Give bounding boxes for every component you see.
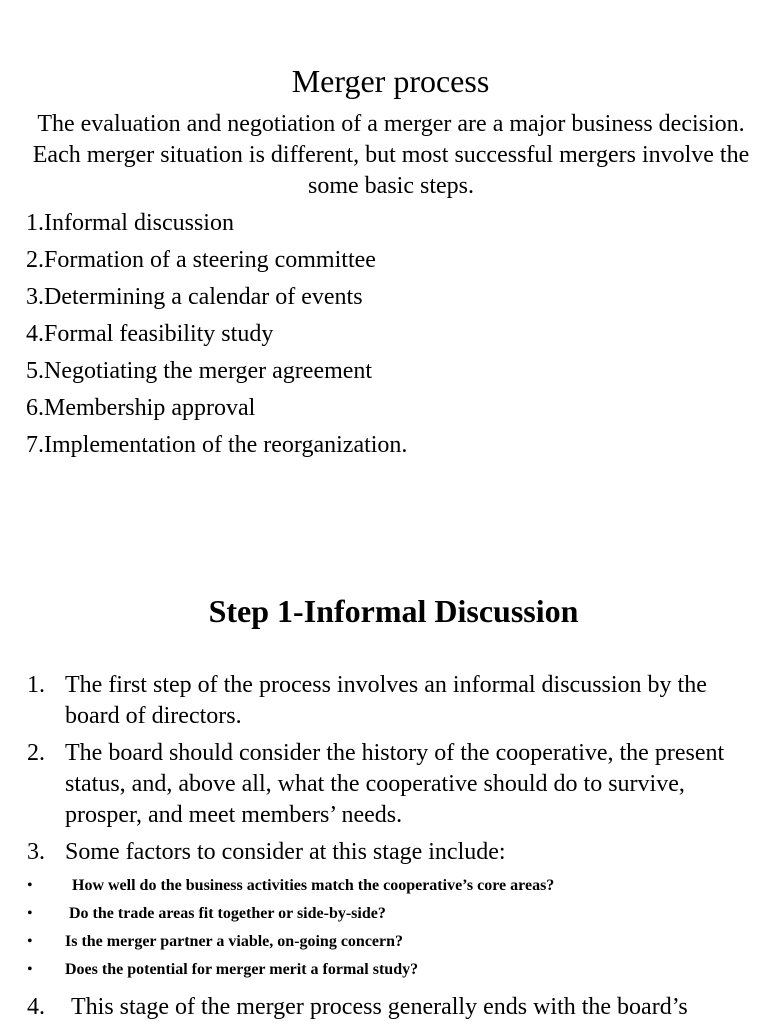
factor-bullet bbox=[0, 900, 768, 928]
point-text: This stage of the merger process generally ends with the board’s bbox=[71, 994, 688, 1020]
slide2-title: Step 1-Informal Discussion bbox=[208, 593, 579, 629]
discussion-point bbox=[0, 992, 768, 1023]
merger-step: 1.Informal discussion bbox=[26, 210, 234, 236]
factor-bullet bbox=[0, 956, 768, 984]
point-number: 1. bbox=[27, 672, 45, 698]
factor-bullet bbox=[0, 928, 768, 956]
merger-steps-list bbox=[26, 205, 407, 464]
factor-bullets bbox=[0, 872, 768, 984]
merger-step: 5.Negotiating the merger agreement bbox=[26, 358, 373, 384]
discussion-point bbox=[0, 670, 768, 732]
slide1-intro: The evaluation and negotiation of a merger are a major business decision. Each merger situation is different, but most successful mergers involve the some basic steps. bbox=[32, 111, 750, 199]
point-text: The board should consider the history of the cooperative, the present status, and, above all, what the cooperative should do to survive, prosper, and meet members’ needs. bbox=[65, 740, 725, 828]
merger-step: 6.Membership approval bbox=[26, 395, 256, 421]
slide1-title: Merger process bbox=[291, 63, 490, 99]
factor-text: Does the potential for merger merit a formal study? bbox=[65, 961, 419, 978]
discussion-point bbox=[0, 837, 768, 868]
factor-text: How well do the business activities match the cooperative’s core areas? bbox=[72, 877, 555, 894]
discussion-points bbox=[0, 670, 768, 1024]
point-number: 4. bbox=[27, 994, 45, 1020]
bullet-icon: • bbox=[27, 905, 33, 922]
point-text: Some factors to consider at this stage include: bbox=[65, 839, 506, 865]
point-text: The first step of the process involves an informal discussion by the board of directors. bbox=[65, 672, 707, 729]
factor-text: Is the merger partner a viable, on-going concern? bbox=[65, 933, 404, 950]
merger-step: 7.Implementation of the reorganization. bbox=[26, 432, 408, 458]
point-number: 3. bbox=[27, 839, 45, 865]
merger-step: 4.Formal feasibility study bbox=[26, 321, 274, 347]
discussion-point bbox=[0, 738, 768, 831]
factor-text: Do the trade areas fit together or side-by-side? bbox=[69, 905, 386, 922]
point-number: 2. bbox=[27, 740, 45, 766]
bullet-icon: • bbox=[27, 961, 33, 978]
bullet-icon: • bbox=[27, 877, 33, 894]
factor-bullet bbox=[0, 872, 768, 900]
merger-step: 3.Determining a calendar of events bbox=[26, 284, 363, 310]
bullet-icon: • bbox=[27, 933, 33, 950]
merger-step: 2.Formation of a steering committee bbox=[26, 247, 376, 273]
